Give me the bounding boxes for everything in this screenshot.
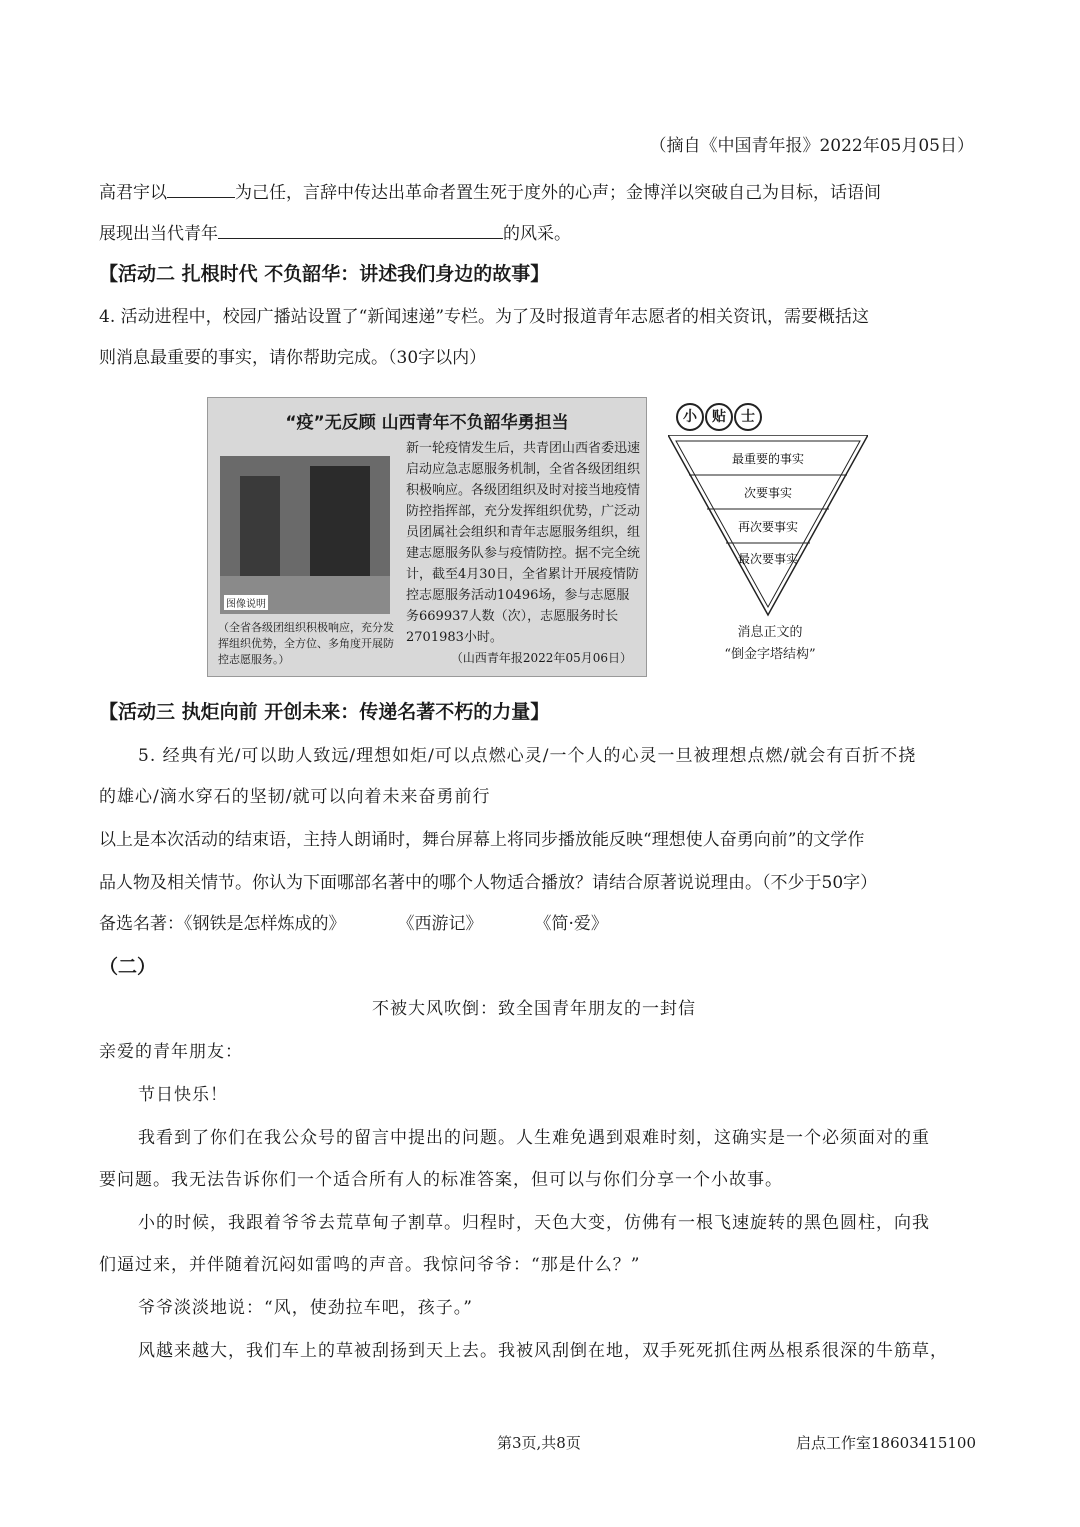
inverted-pyramid-diagram [668,435,868,620]
pyramid-caption [700,622,840,666]
book-options [99,912,608,936]
answer-blank-1[interactable] [167,179,235,198]
tip-badge: 小 贴 士 [676,403,763,431]
books-label: 备选名著： [99,914,184,934]
activity-2-heading: 【活动二 扎根时代 不负韶华：讲述我们身边的故事】 [99,263,550,285]
letter-paragraph-2-line-2: 要问题。我无法告诉你们一个适合所有人的标准答案，但可以与你们分享一个小故事。 [99,1170,783,1190]
q3-text-a: 高君宇以 [99,183,167,203]
letter-paragraph-2-line-1: 我看到了你们在我公众号的留言中提出的问题。人生难免遇到艰难时刻，这确实是一个必须面对的重 [138,1128,930,1148]
section-2-heading: （二） [99,956,157,978]
activity-3-heading: 【活动三 执炬向前 开创未来：传递名著不朽的力量】 [99,701,550,723]
clipping-title: “疫”无反顾 山西青年不负韶华勇担当 [285,413,569,433]
photo-tag: 图像说明 [224,595,268,610]
q3-text-d: 的风采。 [503,224,571,244]
letter-paragraph-4: 爷爷淡淡地说：“风，使劲拉车吧，孩子。” [138,1298,473,1318]
question-5-line-1: 5. 经典有光/可以助人致远/理想如炬/可以点燃心灵/一个人的心灵一旦被理想点燃/就会有百折不挠 [138,746,917,766]
question-3-line-1 [99,179,881,205]
q3-text-b: 为己任，言辞中传达出革命者置生死于度外的心声；金博洋以突破自己为目标，话语间 [235,183,881,203]
book-option-2: 《西游记》 [397,914,483,934]
letter-title: 不被大风吹倒：致全国青年朋友的一封信 [372,999,696,1019]
question-5-line-2: 的雄心/滴水穿石的坚韧/就可以向着未来奋勇前行 [99,787,491,807]
page-number: 第3页,共8页 [497,1434,581,1452]
letter-paragraph-5-line-1: 风越来越大，我们车上的草被刮扬到天上去。我被风刮倒在地，双手死死抓住两丛根系很深的牛筋草， [138,1341,948,1361]
pyramid-level-2: 次要事实 [743,486,793,500]
clipping-caption: （全省各级团组织积极响应，充分发挥组织优势，全方位、多角度开展防控志愿服务。） [218,621,394,666]
letter-salutation: 亲爱的青年朋友： [99,1042,243,1062]
answer-blank-2[interactable] [218,220,503,239]
studio-credit: 启点工作室18603415100 [796,1434,976,1452]
question-5-line-3: 以上是本次活动的结束语，主持人朗诵时，舞台屏幕上将同步播放能反映“理想使人奋勇向前”的文学作 [99,830,865,850]
clipping-photo [220,456,390,614]
question-5-line-4: 品人物及相关情节。你认为下面哪部名著中的哪个人物适合播放？请结合原著说说理由。（不少于50字） [99,873,878,893]
pyramid-caption-line-1: 消息正文的 [737,625,803,640]
pyramid-level-3: 再次要事实 [737,520,799,534]
question-3-line-2 [99,220,571,246]
question-4-line-2: 则消息最重要的事实，请你帮助完成。（30字以内） [99,348,487,368]
book-option-1: 《钢铁是怎样炼成的》 [184,914,346,934]
letter-paragraph-3-line-2: 们逼过来，并伴随着沉闷如雷鸣的声音。我惊问爷爷：“那是什么？” [99,1255,641,1275]
news-clipping [207,397,647,677]
citation: （摘自《中国青年报》2022年05月05日） [649,136,974,156]
pyramid-level-1: 最重要的事实 [731,452,805,466]
pyramid-caption-line-2: “倒金字塔结构” [724,647,816,662]
question-4-line-1: 4. 活动进程中，校园广播站设置了“新闻速递”专栏。为了及时报道青年志愿者的相关资讯，需要概括这 [99,307,870,327]
book-option-3: 《简·爱》 [534,914,608,934]
clipping-body: 新一轮疫情发生后，共青团山西省委迅速启动应急志愿服务机制，全省各级团组织积极响应。各级团组织及时对接当地疫情防控指挥部，充分发挥组织优势，广泛动员团属社会组织和青年志愿服务组织，组建志愿服务队参与疫情防控。据不完全统计，截至4月30日，全省累计开展疫情防控志愿服务活动10496场，参与志愿服务669937人数（次），志愿服务时长2701983小时。 [406,441,641,645]
letter-paragraph-1: 节日快乐！ [138,1085,228,1105]
q3-text-c: 展现出当代青年 [99,224,218,244]
pyramid-level-4: 最次要事实 [737,552,799,566]
letter-paragraph-3-line-1: 小的时候，我跟着爷爷去荒草甸子割草。归程时，天色大变，仿佛有一根飞速旋转的黑色圆柱，向我 [138,1213,930,1233]
clipping-source: （山西青年报2022年05月06日） [450,651,632,665]
